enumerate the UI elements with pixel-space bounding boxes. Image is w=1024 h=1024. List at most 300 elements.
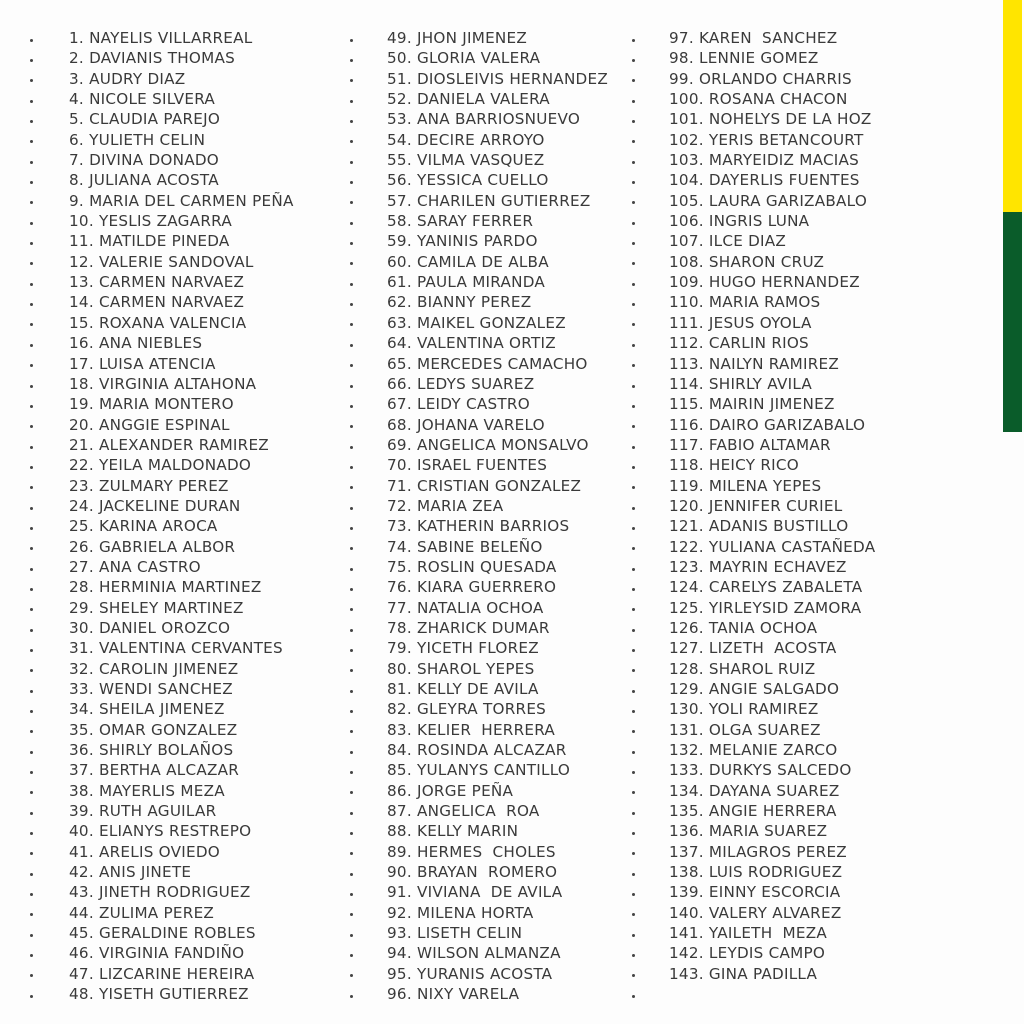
list-item	[350, 292, 640, 312]
list-item-name: 41. ARELIS OVIEDO	[69, 842, 220, 861]
list-item	[632, 801, 952, 821]
list-item	[632, 598, 952, 618]
list-item-name: 36. SHIRLY BOLAÑOS	[69, 741, 234, 760]
list-item-name: 72. MARIA ZEA	[387, 496, 504, 515]
list-item-name: 28. HERMINIA MARTINEZ	[69, 578, 262, 597]
bullet-icon	[632, 588, 635, 591]
list-item-name: 18. VIRGINIA ALTAHONA	[69, 374, 257, 393]
bullet-icon	[30, 344, 33, 347]
bullet-icon	[632, 283, 635, 286]
list-item-name: 27. ANA CASTRO	[69, 557, 201, 576]
list-item	[30, 923, 350, 943]
list-item	[350, 984, 640, 1004]
bullet-icon	[350, 771, 353, 774]
list-item	[30, 964, 350, 984]
list-item	[632, 638, 952, 658]
list-item-name: 33. WENDI SANCHEZ	[69, 680, 233, 698]
bullet-icon	[30, 425, 33, 428]
list-item-name: 98. LENNIE GOMEZ	[669, 49, 819, 68]
list-item	[632, 48, 952, 68]
bullet-icon	[632, 913, 635, 916]
name-column-1	[30, 28, 350, 1005]
list-item-name: 134. DAYANA SUAREZ	[669, 781, 840, 800]
list-item-name: 115. MAIRIN JIMENEZ	[669, 395, 835, 414]
list-item	[632, 231, 952, 251]
list-item-name: 137. MILAGROS PEREZ	[669, 842, 847, 861]
list-item	[350, 699, 640, 719]
bullet-icon	[30, 262, 33, 265]
bullet-icon	[30, 303, 33, 306]
list-item	[632, 659, 952, 679]
list-item	[30, 659, 350, 679]
list-item-name: 120. JENNIFER CURIEL	[669, 496, 843, 515]
list-item-name: 11. MATILDE PINEDA	[69, 232, 230, 251]
bullet-icon	[30, 629, 33, 632]
list-item	[350, 313, 640, 333]
list-item-name: 49. JHON JIMENEZ	[387, 29, 528, 47]
list-item	[30, 130, 350, 150]
list-item	[350, 557, 640, 577]
bullet-icon	[30, 140, 33, 143]
yellow-accent-strip	[1003, 0, 1022, 212]
bullet-icon	[632, 181, 635, 184]
list-item	[30, 415, 350, 435]
list-item	[632, 821, 952, 841]
list-item	[350, 48, 640, 68]
bullet-icon	[30, 649, 33, 652]
list-item-name: 17. LUISA ATENCIA	[69, 354, 216, 373]
list-item	[30, 801, 350, 821]
list-item	[350, 842, 640, 862]
bullet-icon	[350, 181, 353, 184]
list-item	[632, 109, 952, 129]
list-item	[350, 394, 640, 414]
bullet-icon	[30, 771, 33, 774]
list-item-name: 30. DANIEL OROZCO	[69, 618, 231, 637]
list-item-name: 83. KELIER HERRERA	[387, 720, 556, 739]
list-item-name: 142. LEYDIS CAMPO	[669, 944, 826, 963]
list-item-name: 12. VALERIE SANDOVAL	[69, 252, 254, 271]
list-item	[30, 455, 350, 475]
list-item-name: 88. KELLY MARIN	[387, 822, 519, 841]
list-item	[632, 394, 952, 414]
list-item-name: 43. JINETH RODRIGUEZ	[69, 883, 251, 902]
list-item	[350, 170, 640, 190]
bullet-icon	[632, 446, 635, 449]
list-item-name: 61. PAULA MIRANDA	[387, 273, 546, 292]
list-item	[30, 882, 350, 902]
bullet-icon	[350, 995, 353, 998]
bullet-icon	[632, 161, 635, 164]
list-item-name: 116. DAIRO GARIZABALO	[669, 415, 866, 434]
list-item-name: 65. MERCEDES CAMACHO	[387, 354, 588, 373]
list-item	[632, 191, 952, 211]
list-item	[632, 28, 952, 48]
bullet-icon	[30, 934, 33, 937]
bullet-icon	[632, 832, 635, 835]
bullet-icon	[350, 385, 353, 388]
bullet-icon	[350, 751, 353, 754]
bullet-icon	[30, 568, 33, 571]
bullet-icon	[350, 425, 353, 428]
bullet-icon	[350, 283, 353, 286]
name-column-2	[350, 28, 640, 1005]
bullet-icon	[632, 730, 635, 733]
list-item-name: 47. LIZCARINE HEREIRA	[69, 964, 255, 983]
list-item-name: 67. LEIDY CASTRO	[387, 395, 530, 414]
list-item	[30, 821, 350, 841]
list-item-name: 91. VIVIANA DE AVILA	[387, 883, 563, 902]
bullet-icon	[350, 832, 353, 835]
list-item-name: 7. DIVINA DONADO	[69, 151, 219, 170]
list-item	[30, 89, 350, 109]
green-accent-strip	[1003, 212, 1022, 432]
bullet-icon	[632, 201, 635, 204]
list-item-name: 103. MARYEIDIZ MACIAS	[669, 151, 860, 170]
list-item	[30, 720, 350, 740]
bullet-icon	[30, 59, 33, 62]
list-item	[30, 435, 350, 455]
list-item-name: 106. INGRIS LUNA	[669, 212, 810, 231]
bullet-icon	[30, 364, 33, 367]
list-item	[350, 679, 640, 699]
bullet-icon	[350, 140, 353, 143]
list-item	[30, 781, 350, 801]
list-item	[30, 170, 350, 190]
list-item	[350, 801, 640, 821]
list-item-name: 26. GABRIELA ALBOR	[69, 537, 236, 556]
list-item	[632, 842, 952, 862]
list-item	[350, 862, 640, 882]
list-item	[350, 781, 640, 801]
list-item-name: 133. DURKYS SALCEDO	[669, 761, 852, 780]
list-item-name: 3. AUDRY DIAZ	[69, 69, 186, 88]
list-item	[350, 89, 640, 109]
list-item	[350, 28, 640, 48]
list-item-name: 22. YEILA MALDONADO	[69, 456, 252, 475]
bullet-icon	[350, 730, 353, 733]
list-item	[632, 211, 952, 231]
list-item	[350, 455, 640, 475]
list-item-name: 110. MARIA RAMOS	[669, 293, 821, 312]
list-item	[632, 89, 952, 109]
list-item	[350, 374, 640, 394]
list-item	[350, 964, 640, 984]
bullet-icon	[30, 995, 33, 998]
list-item-name: 95. YURANIS ACOSTA	[387, 964, 553, 983]
list-item-name: 24. JACKELINE DURAN	[69, 496, 241, 515]
list-item-name: 63. MAIKEL GONZALEZ	[387, 313, 566, 332]
bullet-icon	[30, 690, 33, 693]
list-item	[632, 252, 952, 272]
list-item	[30, 496, 350, 516]
list-item-name: 75. ROSLIN QUESADA	[387, 557, 557, 576]
list-item	[632, 516, 952, 536]
list-item	[30, 211, 350, 231]
list-item	[632, 923, 952, 943]
bullet-icon	[632, 120, 635, 123]
bullet-icon	[632, 79, 635, 82]
bullet-icon	[350, 364, 353, 367]
list-item-name: 109. HUGO HERNANDEZ	[669, 273, 860, 292]
list-item	[632, 292, 952, 312]
list-item	[30, 740, 350, 760]
bullet-icon	[632, 405, 635, 408]
list-item	[30, 760, 350, 780]
list-item	[632, 577, 952, 597]
bullet-icon	[30, 466, 33, 469]
bullet-icon	[350, 852, 353, 855]
list-item	[350, 740, 640, 760]
list-item	[350, 516, 640, 536]
bullet-icon	[30, 893, 33, 896]
list-item-name: 51. DIOSLEIVIS HERNANDEZ	[387, 69, 608, 88]
list-item-name: 128. SHAROL RUIZ	[669, 659, 816, 678]
list-item-name: 138. LUIS RODRIGUEZ	[669, 863, 843, 882]
list-item	[632, 618, 952, 638]
list-item-name: 10. YESLIS ZAGARRA	[69, 212, 232, 231]
bullet-icon	[632, 649, 635, 652]
bullet-icon	[30, 323, 33, 326]
bullet-icon	[350, 222, 353, 225]
list-item-name: 130. YOLI RAMIREZ	[669, 700, 819, 719]
list-item-name: 143. GINA PADILLA	[669, 964, 818, 983]
list-item	[350, 211, 640, 231]
bullet-icon	[350, 954, 353, 957]
bullet-icon	[632, 934, 635, 937]
bullet-icon	[30, 100, 33, 103]
list-item	[632, 69, 952, 89]
list-item-name: 105. LAURA GARIZABALO	[669, 191, 868, 210]
bullet-icon	[632, 222, 635, 225]
bullet-icon	[632, 39, 635, 42]
bullet-icon	[350, 629, 353, 632]
list-item	[632, 354, 952, 374]
bullet-icon	[30, 120, 33, 123]
bullet-icon	[350, 690, 353, 693]
list-item	[350, 577, 640, 597]
list-item-name: 13. CARMEN NARVAEZ	[69, 273, 245, 292]
bullet-icon	[350, 344, 353, 347]
list-item	[350, 598, 640, 618]
list-item-name: 125. YIRLEYSID ZAMORA	[669, 598, 862, 617]
list-item-name: 132. MELANIE ZARCO	[669, 741, 838, 760]
list-item-name: 38. MAYERLIS MEZA	[69, 781, 225, 800]
list-item-name: 140. VALERY ALVAREZ	[669, 903, 842, 922]
list-item-name: 68. JOHANA VARELO	[387, 415, 545, 434]
bullet-icon	[30, 222, 33, 225]
list-item	[30, 598, 350, 618]
list-item-name: 127. LIZETH ACOSTA	[669, 639, 837, 658]
bullet-icon	[632, 690, 635, 693]
list-item-name: 46. VIRGINIA FANDIÑO	[69, 944, 245, 963]
list-item	[632, 455, 952, 475]
list-item-name: 64. VALENTINA ORTIZ	[387, 334, 556, 353]
list-item-name: 102. YERIS BETANCOURT	[669, 130, 864, 149]
bullet-icon	[632, 59, 635, 62]
bullet-icon	[30, 873, 33, 876]
bullet-icon	[350, 39, 353, 42]
list-item-name: 100. ROSANA CHACON	[669, 90, 848, 109]
bullet-icon	[30, 283, 33, 286]
list-item-name: 40. ELIANYS RESTREPO	[69, 822, 252, 841]
list-item	[30, 272, 350, 292]
bullet-icon	[632, 262, 635, 265]
bullet-icon	[30, 669, 33, 672]
list-item-name: 53. ANA BARRIOSNUEVO	[387, 110, 581, 129]
bullet-icon	[632, 507, 635, 510]
list-item	[632, 903, 952, 923]
list-item-name: 99. ORLANDO CHARRIS	[669, 69, 852, 88]
list-item	[30, 191, 350, 211]
list-item-name: 101. NOHELYS DE LA HOZ	[669, 110, 872, 129]
bullet-icon	[632, 771, 635, 774]
list-item	[30, 699, 350, 719]
bullet-icon	[350, 649, 353, 652]
list-item-name: 6. YULIETH CELIN	[69, 130, 206, 149]
list-item-name: 25. KARINA AROCA	[69, 517, 218, 536]
bullet-icon	[350, 588, 353, 591]
list-item-name: 35. OMAR GONZALEZ	[69, 720, 238, 739]
list-item-name: 56. YESSICA CUELLO	[387, 171, 549, 190]
bullet-icon	[632, 364, 635, 367]
list-item	[350, 923, 640, 943]
bullet-icon	[30, 954, 33, 957]
list-item	[632, 476, 952, 496]
list-item	[350, 415, 640, 435]
bullet-icon	[350, 303, 353, 306]
list-item	[30, 943, 350, 963]
list-item-name: 90. BRAYAN ROMERO	[387, 863, 558, 882]
list-item-name: 87. ANGELICA ROA	[387, 802, 540, 821]
list-item-name: 111. JESUS OYOLA	[669, 313, 812, 332]
list-item-name: 141. YAILETH MEZA	[669, 924, 828, 943]
list-item	[632, 130, 952, 150]
list-item	[350, 720, 640, 740]
list-item-name: 104. DAYERLIS FUENTES	[669, 171, 860, 190]
list-item-name: 117. FABIO ALTAMAR	[669, 435, 831, 454]
list-item	[30, 313, 350, 333]
bullet-icon	[30, 486, 33, 489]
list-item	[30, 354, 350, 374]
list-item	[350, 272, 640, 292]
list-item	[30, 150, 350, 170]
list-item	[632, 435, 952, 455]
list-item-name: 23. ZULMARY PEREZ	[69, 476, 229, 495]
bullet-icon	[30, 974, 33, 977]
bullet-icon	[632, 527, 635, 530]
list-item	[30, 577, 350, 597]
list-item-name: 60. CAMILA DE ALBA	[387, 252, 549, 271]
list-item	[632, 760, 952, 780]
bullet-icon	[632, 629, 635, 632]
bullet-icon	[632, 547, 635, 550]
list-item-name: 52. DANIELA VALERA	[387, 90, 550, 109]
bullet-icon	[350, 323, 353, 326]
bullet-icon	[632, 791, 635, 794]
list-item	[350, 435, 640, 455]
list-item-name: 89. HERMES CHOLES	[387, 842, 556, 861]
bullet-icon	[30, 710, 33, 713]
list-item-name: 42. ANIS JINETE	[69, 863, 192, 882]
list-item	[350, 150, 640, 170]
bullet-icon	[632, 710, 635, 713]
list-item-name: 96. NIXY VARELA	[387, 985, 520, 1004]
bullet-icon	[30, 588, 33, 591]
list-item	[30, 374, 350, 394]
list-item-name: 50. GLORIA VALERA	[387, 49, 541, 68]
list-item-name: 45. GERALDINE ROBLES	[69, 924, 256, 943]
bullet-icon	[632, 303, 635, 306]
list-item-name: 126. TANIA OCHOA	[669, 618, 818, 637]
list-item	[30, 557, 350, 577]
bullet-icon	[350, 466, 353, 469]
bullet-icon	[350, 201, 353, 204]
list-item	[30, 109, 350, 129]
list-item-name: 135. ANGIE HERRERA	[669, 802, 837, 821]
list-item-name: 32. CAROLIN JIMENEZ	[69, 659, 239, 678]
list-item	[632, 170, 952, 190]
bullet-icon	[350, 161, 353, 164]
list-item-name: 76. KIARA GUERRERO	[387, 578, 557, 597]
list-item	[350, 252, 640, 272]
list-item	[632, 699, 952, 719]
list-item-name: 139. EINNY ESCORCIA	[669, 883, 841, 902]
list-item-name: 2. DAVIANIS THOMAS	[69, 49, 236, 68]
bullet-icon	[30, 181, 33, 184]
list-item-name: 19. MARIA MONTERO	[69, 395, 234, 414]
list-item-name: 84. ROSINDA ALCAZAR	[387, 741, 567, 760]
bullet-icon	[632, 425, 635, 428]
list-item	[30, 252, 350, 272]
list-item-name: 123. MAYRIN ECHAVEZ	[669, 557, 847, 576]
list-item	[632, 415, 952, 435]
bullet-icon	[30, 39, 33, 42]
bullet-icon	[350, 669, 353, 672]
list-item-name: 8. JULIANA ACOSTA	[69, 171, 219, 190]
list-item	[30, 231, 350, 251]
list-item-name: 124. CARELYS ZABALETA	[669, 578, 863, 597]
list-item-name: 78. ZHARICK DUMAR	[387, 618, 550, 637]
list-item	[350, 130, 640, 150]
list-item-name: 69. ANGELICA MONSALVO	[387, 435, 589, 454]
list-item	[350, 191, 640, 211]
bullet-icon	[350, 507, 353, 510]
list-item	[350, 69, 640, 89]
bullet-icon	[350, 242, 353, 245]
list-item-name: 15. ROXANA VALENCIA	[69, 313, 247, 332]
list-item	[350, 109, 640, 129]
bullet-icon	[632, 323, 635, 326]
list-item	[350, 333, 640, 353]
bullet-icon	[30, 547, 33, 550]
bullet-icon	[632, 466, 635, 469]
bullet-icon	[350, 262, 353, 265]
list-item-name: 74. SABINE BELEÑO	[387, 537, 543, 556]
bullet-icon	[350, 547, 353, 550]
list-item-name: 59. YANINIS PARDO	[387, 232, 538, 251]
list-item	[350, 638, 640, 658]
list-item	[350, 760, 640, 780]
list-item-name: 86. JORGE PEÑA	[387, 781, 514, 800]
bullet-icon	[350, 791, 353, 794]
list-item	[632, 272, 952, 292]
bullet-icon	[632, 486, 635, 489]
list-item-name: 97. KAREN SANCHEZ	[669, 29, 838, 47]
list-item	[632, 740, 952, 760]
list-item-name: 16. ANA NIEBLES	[69, 334, 203, 353]
list-item-name: 92. MILENA HORTA	[387, 903, 534, 922]
